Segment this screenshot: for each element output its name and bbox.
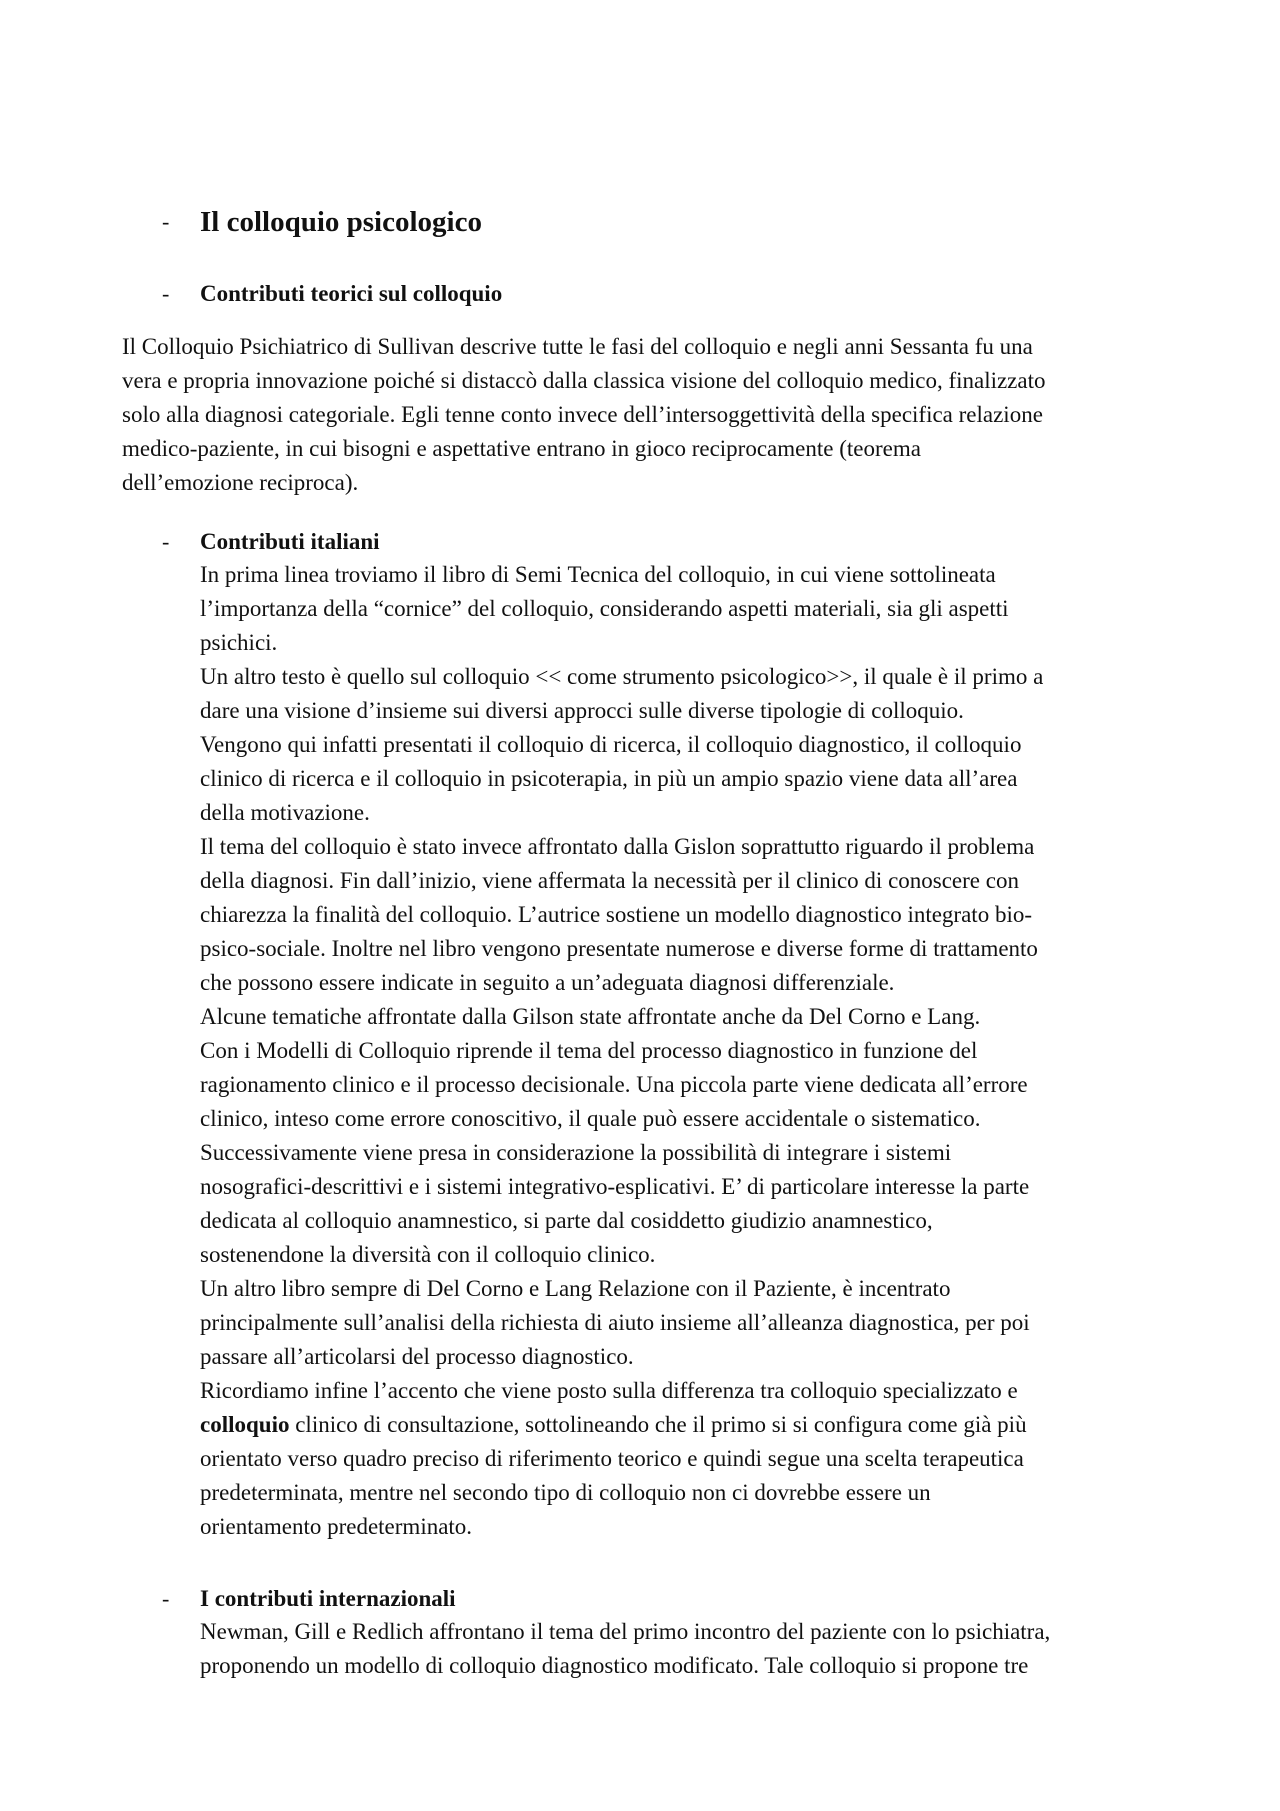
- text-line: nosografici-descrittivi e i sistemi integrativo-esplicativi. E’ di particolare interesse la parte: [200, 1174, 1030, 1199]
- text-line: che possono essere indicate in seguito a un’adeguata diagnosi differenziale.: [200, 970, 895, 995]
- text-line: dare una visione d’insieme sui diversi approcci sulle diverse tipologie di colloquio.: [200, 698, 964, 723]
- text-line: orientato verso quadro preciso di riferimento teorico e quindi segue una scelta terapeutica: [200, 1446, 1024, 1471]
- section-heading-contributi-teorici: Contributi teorici sul colloquio: [200, 281, 503, 306]
- text-line: sostenendone la diversità con il colloquio clinico.: [200, 1242, 656, 1267]
- text-line: della motivazione.: [200, 800, 370, 825]
- text-line: Ricordiamo infine l’accento che viene posto sulla differenza tra colloquio specializzato e: [200, 1378, 1018, 1403]
- text-line: In prima linea troviamo il libro di Semi Tecnica del colloquio, in cui viene sottolineata: [200, 562, 996, 587]
- text-line: l’importanza della “cornice” del colloquio, considerando aspetti materiali, sia gli aspetti: [200, 596, 1009, 621]
- text-fragment: clinico di consultazione, sottolineando che il primo si si configura come già più: [289, 1412, 1027, 1437]
- page-title: Il colloquio psicologico: [200, 206, 482, 238]
- text-line: psico-sociale. Inoltre nel libro vengono presentate numerose e diverse forme di trattamento: [200, 936, 1038, 961]
- paragraph-contributi-italiani: [200, 558, 1043, 1544]
- text-line: dedicata al colloquio anamnestico, si parte dal cosiddetto giudizio anamnestico,: [200, 1208, 933, 1233]
- paragraph-contributi-internazionali: [200, 1615, 1050, 1683]
- text-line: vera e propria innovazione poiché si distaccò dalla classica visione del colloquio medico, finalizzato: [122, 368, 1046, 393]
- text-line: principalmente sull’analisi della richiesta di aiuto insieme all’alleanza diagnostica, per poi: [200, 1310, 1030, 1335]
- text-line: psichici.: [200, 630, 278, 655]
- text-line: Newman, Gill e Redlich affrontano il tema del primo incontro del paziente con lo psichiatra,: [200, 1619, 1051, 1644]
- text-line: Il tema del colloquio è stato invece affrontato dalla Gislon soprattutto riguardo il problema: [200, 834, 1035, 859]
- paragraph-sullivan: [122, 330, 1046, 500]
- text-line: medico-paziente, in cui bisogni e aspettative entrano in gioco reciprocamente (teorema: [122, 436, 921, 461]
- text-line: passare all’articolarsi del processo diagnostico.: [200, 1344, 634, 1369]
- text-line: Alcune tematiche affrontate dalla Gilson state affrontate anche da Del Corno e Lang.: [200, 1004, 981, 1029]
- text-line: predeterminata, mentre nel secondo tipo di colloquio non ci dovrebbe essere un: [200, 1480, 931, 1505]
- section-heading-contributi-internazionali: I contributi internazionali: [200, 1586, 456, 1611]
- section-heading-contributi-italiani: Contributi italiani: [200, 529, 380, 554]
- text-line: della diagnosi. Fin dall’inizio, viene affermata la necessità per il clinico di conoscere con: [200, 868, 1019, 893]
- text-line-with-bold: [200, 1408, 1043, 1442]
- text-line: Successivamente viene presa in considerazione la possibilità di integrare i sistemi: [200, 1140, 952, 1165]
- bullet-dash: -: [162, 209, 170, 234]
- text-line: clinico di ricerca e il colloquio in psicoterapia, in più un ampio spazio viene data all’area: [200, 766, 1018, 791]
- text-line: Il Colloquio Psichiatrico di Sullivan descrive tutte le fasi del colloquio e negli anni Sessanta fu una: [122, 334, 1033, 359]
- bold-word: colloquio: [200, 1412, 290, 1437]
- text-line: Un altro libro sempre di Del Corno e Lang Relazione con il Paziente, è incentrato: [200, 1276, 951, 1301]
- text-line: proponendo un modello di colloquio diagnostico modificato. Tale colloquio si propone tre: [200, 1653, 1029, 1678]
- bullet-dash: -: [162, 1586, 170, 1611]
- text-line: ragionamento clinico e il processo decisionale. Una piccola parte viene dedicata all’errore: [200, 1072, 1028, 1097]
- bullet-dash: -: [162, 281, 170, 306]
- text-line: Con i Modelli di Colloquio riprende il tema del processo diagnostico in funzione del: [200, 1038, 978, 1063]
- text-line: chiarezza la finalità del colloquio. L’autrice sostiene un modello diagnostico integrato bio-: [200, 902, 1032, 927]
- text-line: clinico, inteso come errore conoscitivo, il quale può essere accidentale o sistematico.: [200, 1106, 981, 1131]
- bullet-dash: -: [162, 529, 170, 554]
- text-line: orientamento predeterminato.: [200, 1514, 473, 1539]
- text-line: solo alla diagnosi categoriale. Egli tenne conto invece dell’intersoggettività della specifica relazione: [122, 402, 1043, 427]
- text-line: Un altro testo è quello sul colloquio << come strumento psicologico>>, il quale è il primo a: [200, 664, 1044, 689]
- text-line: Vengono qui infatti presentati il colloquio di ricerca, il colloquio diagnostico, il colloquio: [200, 732, 1022, 757]
- text-line: dell’emozione reciproca).: [122, 470, 359, 495]
